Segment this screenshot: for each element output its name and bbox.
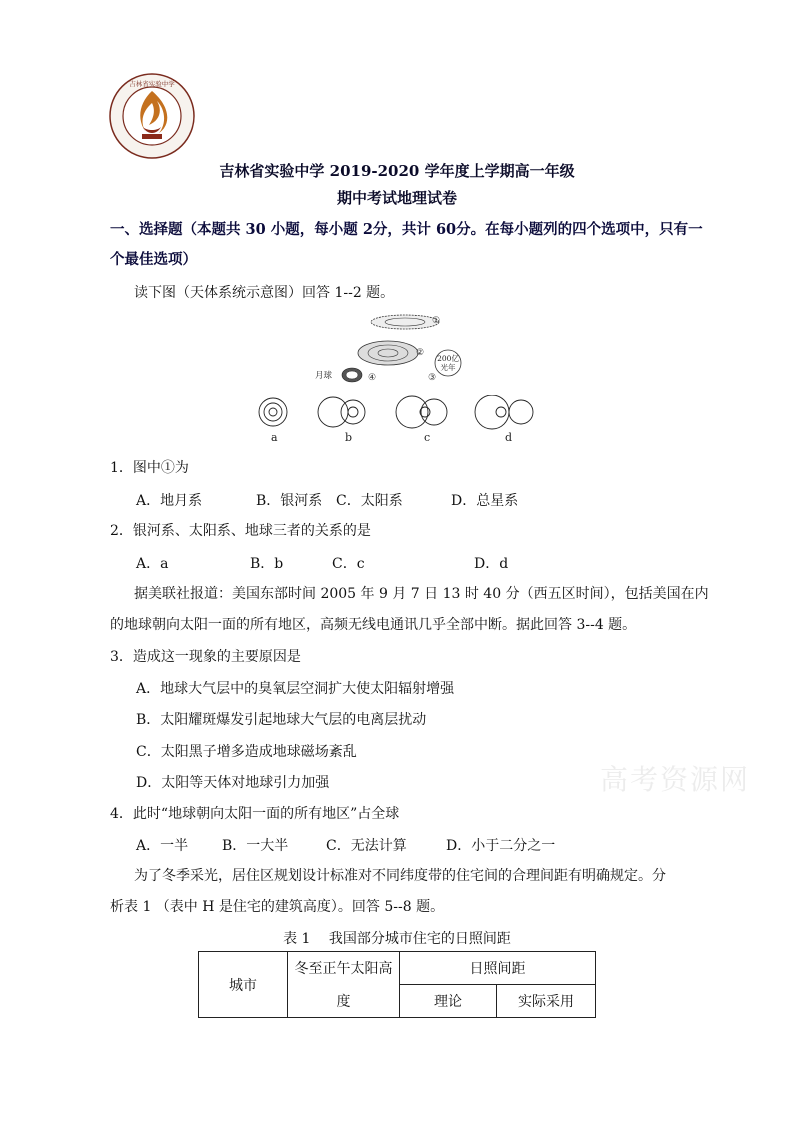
q3-option-a[interactable]: A．地球大气层中的臭氧层空洞扩大使太阳辐射增强 [136,681,455,697]
q2-option-c[interactable]: C．c [332,556,365,572]
school-logo [109,73,195,159]
q3-stem: 3．造成这一现象的主要原因是 [110,649,301,665]
sunlight-spacing-table [198,951,596,1018]
passage2-line2: 的地球朝向太阳一面的所有地区，高频无线电通讯几乎全部中断。据此回答 3--4 题。 [110,617,637,633]
q1-options [136,490,518,510]
label-distance-2: 光年 [440,363,456,372]
label-circle-2: ② [416,348,425,358]
q2-options [136,553,508,573]
col-altitude-line2: 度 [288,985,400,1018]
q4-options [136,835,555,855]
q4-option-c[interactable]: C．无法计算 [326,838,407,854]
q2-stem: 2．银河系、太阳系、地球三者的关系的是 [110,523,371,539]
col-actual: 实际采用 [497,985,596,1018]
q4-option-a[interactable]: A．一半 [136,838,189,854]
label-distance-1: 200亿 [437,354,459,363]
q1-intro: 读下图（天体系统示意图）回答 1--2 题。 [134,285,395,301]
label-a: a [271,431,278,444]
label-circle-4: ④ [368,373,377,383]
table1-caption: 表 1 我国部分城市住宅的日照间距 [283,931,511,947]
col-theory: 理论 [400,985,497,1018]
label-moon: 月球 [315,371,333,381]
section1-heading-line1: 一、选择题（本题共 30 小题，每小题 2分，共计 60分。在每小题列的四个选项中，只有一 [110,221,703,238]
q2-option-d[interactable]: D．d [474,556,509,572]
label-d: d [505,431,513,444]
passage3-line1: 为了冬季采光，居住区规划设计标准对不同纬度带的住宅间的合理间距有明确规定。分 [134,868,666,884]
q1-option-a[interactable]: A．地月系 [136,493,203,509]
q2-option-b[interactable]: B．b [250,556,284,572]
watermark: 高考资源网 [600,763,751,796]
passage3-line2: 析表 1 （表中 H 是住宅的建筑高度）。回答 5--8 题。 [110,899,445,915]
q1-stem: 1．图中①为 [110,460,189,476]
q3-option-d[interactable]: D．太阳等天体对地球引力加强 [136,775,330,791]
q1-option-b[interactable]: B．银河系 [256,493,323,509]
q2-option-a[interactable]: A．a [136,556,169,572]
q1-option-d[interactable]: D．总星系 [451,493,519,509]
col-altitude-line1: 冬至正午太阳高 [288,952,400,985]
section1-heading-line2: 个最佳选项） [110,251,197,268]
label-circle-1: ① [432,316,441,326]
exam-title-line2: 期中考试地理试卷 [336,189,457,207]
q4-option-d[interactable]: D．小于二分之一 [446,838,556,854]
col-city: 城市 [199,952,288,1018]
celestial-systems-diagram [300,305,500,395]
label-c: c [424,431,431,444]
col-spacing: 日照间距 [400,952,596,985]
q3-option-b[interactable]: B．太阳耀斑爆发引起地球大气层的电离层扰动 [136,712,427,728]
label-b: b [345,431,353,444]
passage2-line1: 据美联社报道：美国东部时间 2005 年 9 月 7 日 13 时 40 分（西五区时间），包括美国在内 [134,586,709,602]
label-circle-3: ③ [428,373,437,383]
q1-option-c[interactable]: C．太阳系 [336,493,403,509]
venn-options-diagram [250,395,550,445]
q4-option-b[interactable]: B．一大半 [222,838,289,854]
logo-text: 吉林省实验中学 [129,80,175,88]
q4-stem: 4．此时“地球朝向太阳一面的所有地区”占全球 [110,806,400,822]
q3-option-c[interactable]: C．太阳黑子增多造成地球磁场紊乱 [136,744,357,760]
exam-title-line1: 吉林省实验中学 2019-2020 学年度上学期高一年级 [219,162,575,180]
